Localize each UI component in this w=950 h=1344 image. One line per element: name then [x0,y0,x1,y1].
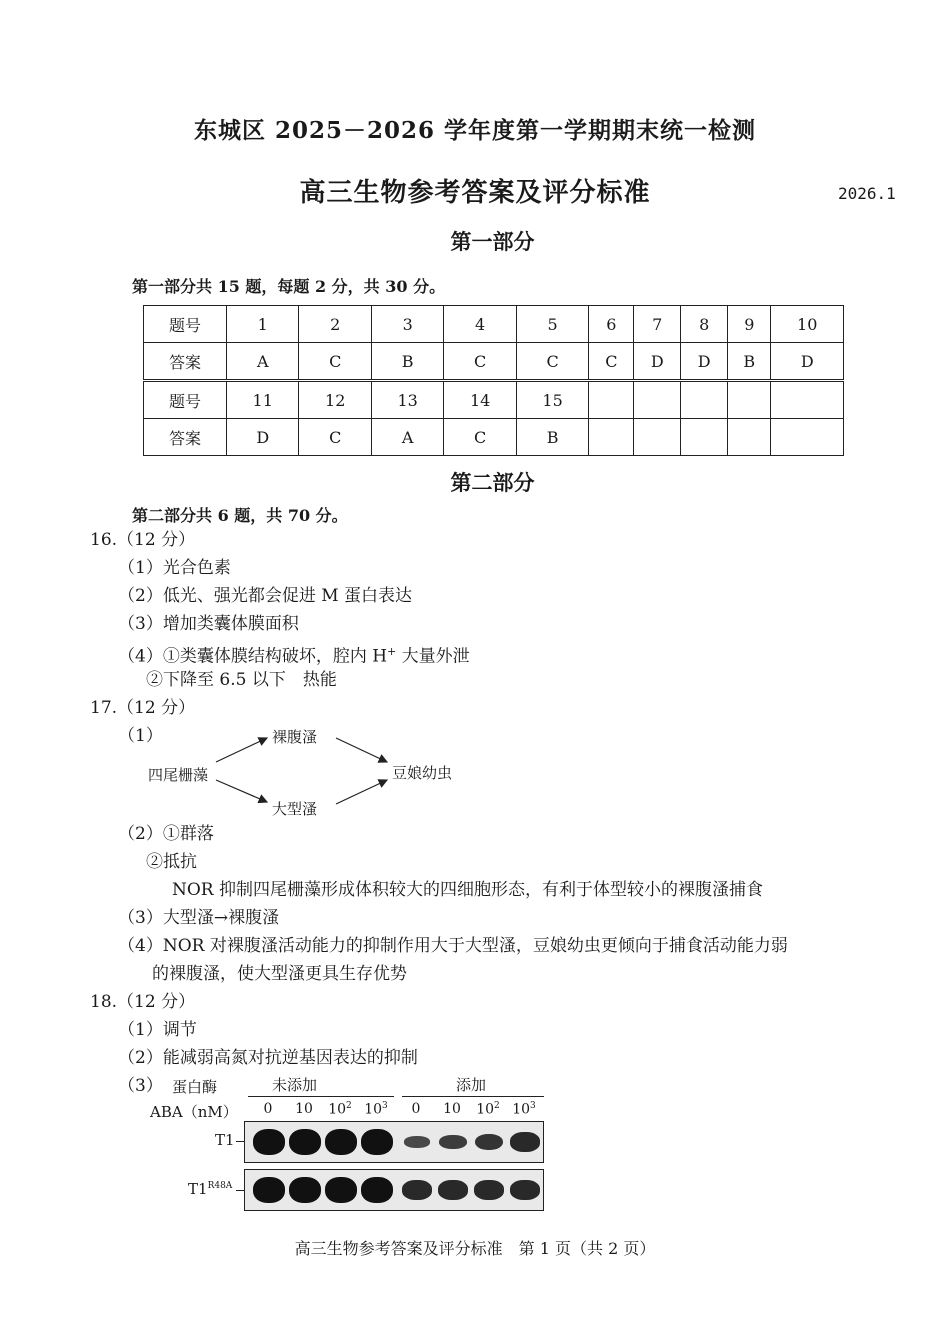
superscript-plus: + [387,645,397,658]
question-number-cell: 4 [444,306,516,343]
q17-answer-2b: ②抵抗 [146,852,197,872]
answer-cell: A [227,343,299,381]
row-label-answer: 答案 [144,419,227,456]
q17-answer-4-line1: （4）NOR 对裸腹溞活动能力的抑制作用大于大型溞，豆娘幼虫更倾向于捕食活动能力弱 [118,936,788,956]
question-number-cell [771,381,844,419]
arrow-algae-to-moina [216,738,267,762]
answer-cell: D [681,343,728,381]
part1-title: 第一部分 [450,229,535,254]
lane-label [402,1101,430,1117]
q17-answer-3-text: （3）大型溞 [118,908,214,928]
lane-label-exponent: 3 [530,1101,536,1111]
table-row [144,306,844,343]
question-number-cell: 2 [299,306,371,343]
question-number-cell [589,381,634,419]
answer-cell [771,419,844,456]
question-number-cell: 12 [299,381,371,419]
exam-title: 东城区 2025－2026 学年度第一学期期末统一检测 [193,117,757,144]
part2-title: 第二部分 [450,470,535,495]
table-row [144,419,844,456]
node-algae: 四尾栅藻 [148,766,209,784]
lane-label-value: 0 [411,1101,421,1117]
arrow-icon: → [213,908,229,928]
question-number-cell [634,381,681,419]
lane-label-value: 0 [263,1101,273,1117]
row-label-answer: 答案 [144,343,227,381]
q17-answer-2: （2）①群落 [118,824,214,844]
blot-band [289,1177,321,1203]
answer-cell [728,419,771,456]
q16-answer-3: （3）增加类囊体膜面积 [118,614,299,634]
lane-label-value: 10 [443,1101,461,1117]
question-number-cell: 11 [227,381,299,419]
aba-label: ABA（nM） [150,1103,238,1121]
q18-answer-1: （1）调节 [118,1020,197,1040]
group-label-added: 添加 [456,1076,487,1094]
question-number-cell: 9 [728,306,771,343]
lane-label [254,1101,282,1117]
lane-label-value: 10 [512,1101,531,1118]
question-number-cell: 3 [371,306,443,343]
group-divider-added [402,1096,544,1097]
q18-answer-2: （2）能减弱高氮对抗逆基因表达的抑制 [118,1048,418,1068]
lane-label [290,1101,318,1117]
tick-mark [236,1190,244,1191]
tick-mark [236,1141,244,1142]
blot-band [325,1129,357,1155]
group-divider-none [248,1096,394,1097]
answer-cell: C [299,419,371,456]
group-label-none: 未添加 [272,1076,318,1094]
row-label-t1: T1 [215,1131,235,1149]
node-moina: 裸腹溞 [272,728,318,746]
answer-cell: D [771,343,844,381]
lane-label [474,1101,502,1118]
q17-heading: 17.（12 分） [90,698,196,718]
node-damselfly-larva: 豆娘幼虫 [392,764,453,782]
document-title: 高三生物参考答案及评分标准 [299,178,651,208]
q17-answer-4-line2: 的裸腹溞，使大型溞更具生存优势 [152,964,407,984]
answer-cell [634,419,681,456]
answer-cell: C [299,343,371,381]
blot-band [253,1177,285,1203]
question-number-cell: 13 [371,381,443,419]
blot-band [510,1180,540,1200]
lane-label-exponent: 2 [346,1101,352,1111]
protease-label: 蛋白酶 [172,1078,218,1096]
part1-intro: 第一部分共 15 题，每题 2 分，共 30 分。 [132,277,446,296]
document-date: 2026.1 [838,184,896,203]
answer-cell: B [371,343,443,381]
table-row [144,381,844,419]
q16-answer-4b: ②下降至 6.5 以下 热能 [146,670,337,690]
food-web-diagram [140,718,480,823]
answer-cell: B [516,419,588,456]
blot-band [404,1136,431,1148]
blot-band [402,1180,432,1200]
lane-label [510,1101,538,1118]
part2-intro: 第二部分共 6 题，共 70 分。 [132,506,348,525]
answer-cell [589,419,634,456]
answer-cell: D [634,343,681,381]
blot-band [475,1134,504,1151]
mutation-superscript: R48A [207,1181,233,1191]
question-number-cell: 8 [681,306,728,343]
lane-label-exponent: 2 [494,1101,500,1111]
q18-heading: 18.（12 分） [90,992,196,1012]
blot-band [439,1135,467,1149]
food-web-arrows [140,718,480,823]
blot-band [474,1180,504,1200]
question-number-cell: 1 [227,306,299,343]
q16-heading: 16.（12 分） [90,530,196,550]
blot-panel-t1-r48a [244,1169,544,1211]
blot-band [325,1177,357,1203]
question-number-cell [681,381,728,419]
arrow-daphnia-to-larva [336,780,387,804]
arrow-algae-to-daphnia [216,780,267,802]
q17-answer-3-text-end: 裸腹溞 [228,908,280,928]
q16-answer-1: （1）光合色素 [118,558,231,578]
q17-answer-2c: NOR 抑制四尾栅藻形成体积较大的四细胞形态，有利于体型较小的裸腹溞捕食 [172,880,764,900]
answer-cell: C [589,343,634,381]
row-label-t1-r48a [188,1180,232,1198]
lane-label-value: 10 [364,1101,383,1118]
lane-label [438,1101,466,1117]
blot-band [361,1177,393,1203]
lane-label-value: 10 [295,1101,313,1117]
question-number-cell [728,381,771,419]
blot-band [289,1129,321,1155]
answer-cell: D [227,419,299,456]
page-footer: 高三生物参考答案及评分标准 第 1 页（共 2 页） [294,1239,656,1258]
answer-cell: A [371,419,443,456]
question-number-cell: 10 [771,306,844,343]
blot-band [438,1180,468,1200]
answer-cell: B [728,343,771,381]
blot-band [253,1129,285,1155]
q17-answer-3 [118,904,279,932]
arrow-moina-to-larva [336,738,387,762]
question-number-cell: 7 [634,306,681,343]
question-number-cell: 15 [516,381,588,419]
answer-table [143,305,844,456]
row-label-t1-r48a-text: T1 [188,1180,208,1198]
answer-cell: C [516,343,588,381]
blot-panel-t1 [244,1121,544,1163]
answer-cell [681,419,728,456]
question-number-cell: 5 [516,306,588,343]
table-row [144,343,844,381]
q18-part3-label: （3） [118,1076,163,1096]
answer-cell: C [444,343,516,381]
question-number-cell: 6 [589,306,634,343]
row-label-question: 题号 [144,381,227,419]
lane-label-value: 10 [476,1101,495,1118]
lane-label [362,1101,390,1118]
q16-answer-2: （2）低光、强光都会促进 M 蛋白表达 [118,586,413,606]
lane-label-value: 10 [328,1101,347,1118]
lane-label [326,1101,354,1118]
blot-band [510,1132,540,1152]
q17-part1-label: （1） [118,726,163,746]
row-label-question: 题号 [144,306,227,343]
question-number-cell: 14 [444,381,516,419]
blot-band [361,1129,393,1155]
answer-cell: C [444,419,516,456]
q16-answer-4-text: （4）①类囊体膜结构破坏，腔内 H [118,646,388,667]
q16-answer-4-text-end: 大量外泄 [396,646,470,667]
lane-label-exponent: 3 [382,1101,388,1111]
node-daphnia: 大型溞 [272,800,318,818]
